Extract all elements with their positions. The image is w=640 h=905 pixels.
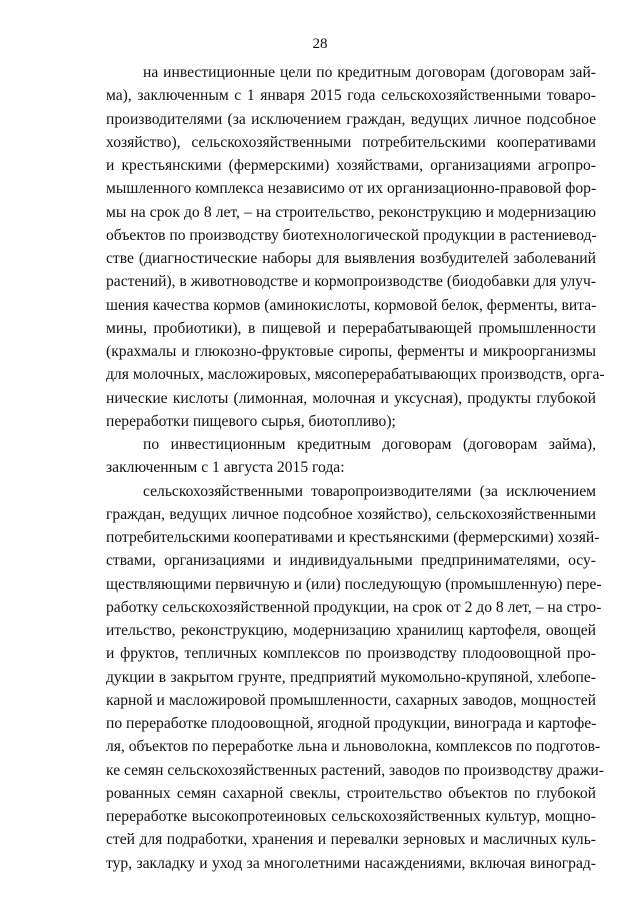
text-line: мы на срок до 8 лет, – на строительство, реконструкцию и модернизацию [106,203,596,221]
text-line: карной и масложировой промышленности, сахарных заводов, мощностей [106,691,596,709]
text-line: растений), в животноводстве и кормопроизводстве (биодобавки для улуч- [106,273,596,291]
text-line: объектов по производству биотехнологической продукции в растениевод- [106,226,597,244]
text-line: по инвестиционным кредитным договорам (договорам займа), [143,436,596,453]
text-line: и крестьянскими (фермерскими) хозяйствами, организациями агропро- [106,157,596,174]
text-line: (крахмалы и глюкозно-фруктовые сиропы, ферменты и микроорганизмы [106,343,596,360]
text-line: нические кислоты (лимонная, молочная и уксусная), продукты глубокой [106,389,596,407]
text-line: ствами, организациями и индивидуальными предпринимателями, осу- [106,552,596,570]
text-line: рованных семян сахарной свеклы, строительство объектов по глубокой [106,784,596,802]
text-line: хозяйство), сельскохозяйственными потребительскими кооперативами [106,133,596,151]
text-line: ществляющими первичную и (или) последующую (промышленную) пере- [106,575,602,593]
text-line: стей для подработки, хранения и перевалки зерновых и масличных куль- [106,831,596,849]
text-line: для молочных, масложировых, мясоперерабатывающих производств, орга- [106,366,605,384]
text-line: переработке высокопротеиновых сельскохозяйственных культур, мощно- [106,808,596,825]
text-line: ке семян сельскохозяйственных растений, заводов по производству дражи- [106,761,604,779]
text-line: сельскохозяйственными товаропроизводителями (за исключением [143,482,596,500]
text-line: по переработке плодоовощной, ягодной продукции, винограда и картофе- [106,715,597,732]
text-line: дукции в закрытом грунте, предприятий мукомольно-крупяной, хлебопе- [106,668,596,686]
text-line: ительство, реконструкцию, модернизацию хранилищ картофеля, овощей [106,622,596,639]
text-line: ля, объектов по переработке льна и льноволокна, комплексов по подготов- [106,738,601,756]
text-line: производителями (за исключением граждан, ведущих личное подсобное [106,110,596,128]
text-line: на инвестиционные цели по кредитным договорам (договорам зай- [143,64,596,81]
text-line: граждан, ведущих личное подсобное хозяйство), сельскохозяйственными [106,505,596,523]
text-line: тур, закладку и уход за многолетними насаждениями, включая виноград- [106,854,596,872]
text-line: шения качества кормов (аминокислоты, кормовой белок, ферменты, вита- [106,296,597,314]
text-line: переработки пищевого сырья, биотопливо); [106,412,396,430]
text-line: работку сельскохозяйственной продукции, на срок от 2 до 8 лет, – на стро- [106,598,602,616]
text-line: потребительскими кооперативами и крестьянскими (фермерскими) хозяй- [106,529,600,546]
text-line: ма), заключенным с 1 января 2015 года сельскохозяйственными товаро- [106,87,596,105]
text-line: стве (диагностические наборы для выявления возбудителей заболеваний [106,250,596,267]
page-number: 28 [312,36,328,52]
text-line: и фруктов, тепличных комплексов по производству плодоовощной про- [106,645,596,663]
text-line: заключенным с 1 августа 2015 года: [106,459,345,477]
document-body [106,61,605,875]
text-line: мышленного комплекса независимо от их организационно-правовой фор- [106,180,597,198]
text-line: мины, пробиотики), в пищевой и перерабатывающей промышленности [106,319,596,337]
